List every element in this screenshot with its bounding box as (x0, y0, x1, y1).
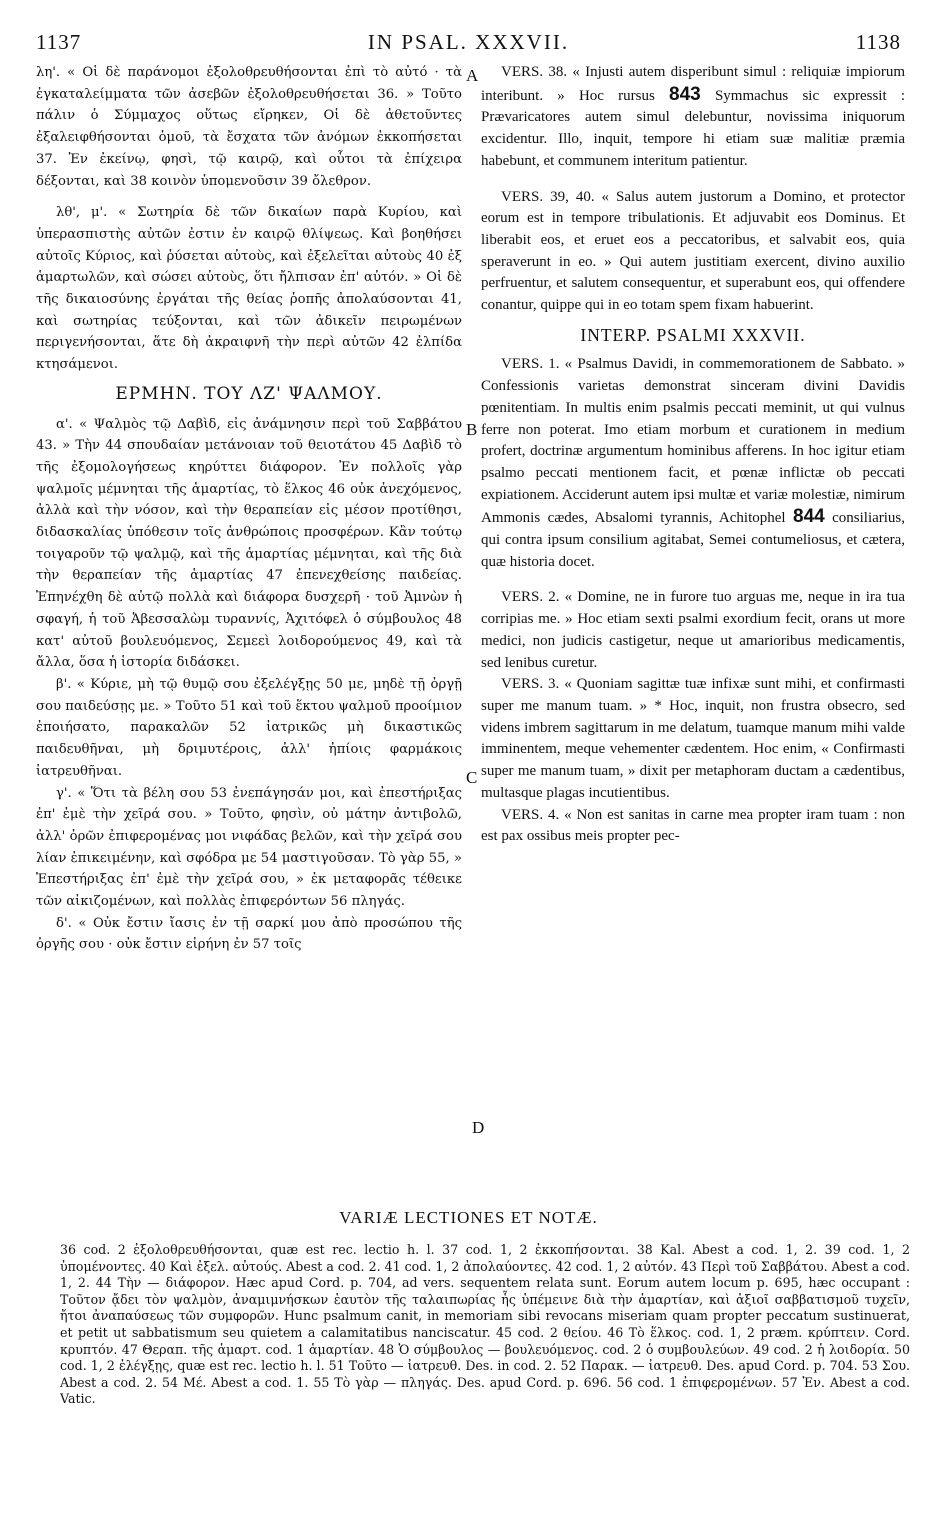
latin-verse-38-text-b: Symmachus sic expressit : Prævaricatores autem simul delebuntur, novissima iniquorum excidentur. Illo, inquit, tempore hi etiam suæ malitiæ præmia habebunt, et communem interitum patientur. (481, 87, 906, 169)
greek-verse-3: γ'. « Ὅτι τὰ βέλη σου 53 ἐνεπάγησάν μοι, καὶ ἐπεστήριξας ἐπ' ἐμὲ τὴν χεῖρά σου. » Τοῦτο, φησὶν, οὐ μάτην ἀντιβολῶ, ἀλλ' ὁρῶν ἐπιφερομένας μοι νιφάδας βελῶν, καὶ τὴν χεῖρά σου λίαν ἐπικειμένην, καὶ σφόδρα με 54 μαστιγοῦσαν. Τὸ γὰρ 55, » Ἐπεστήριξας ἐπ' ἐμὲ τὴν χεῖρά σου, » ἐκ μεταφορᾶς τέθεικε τῶν αἰκιζομένων, καὶ πολλὰς ἐπιφερόντων 56 πληγάς. (36, 785, 462, 910)
greek-verse-38: λη'. « Οἱ δὲ παράνομοι ἐξολοθρευθήσονται ἐπὶ τὸ αὐτό · τὰ ἐγκαταλείμματα τῶν ἀσεβῶν ἐξολοθρευθήσεται 36. » Τοῦτο πάλιν ὁ Σύμμαχος οὕτως εἴρηκεν, Οἱ δὲ ἀθετοῦντες ἐξαλειφθήσονται ὁμοῦ, τὰ ἔσχατα τῶν ἀνόμων ἐκκοπήσεται 37. Ἐν ἐκείνῳ, φησὶ, τῷ καιρῷ, καὶ οὗτοι τὰ ἐπίχειρα δέξονται, καὶ 38 κοινὸν ὑπομενοῦσιν 39 ὄλεθρον. (36, 65, 462, 189)
right-page-number: 1138 (855, 30, 901, 54)
variant-notes (60, 1242, 910, 1408)
latin-verse-4: VERS. 4. « Non est sanitas in carne mea propter iram tuam : non est pax ossibus meis propter pec- (481, 806, 905, 845)
greek-column (36, 62, 462, 956)
margin-letter-b: B (466, 420, 478, 439)
margin-letter-d: D (472, 1118, 485, 1137)
latin-verse-1-text-b: consiliarius, qui contra ipsum consilium agitabat, Semei contumeliosus, et cætera, quæ historia docet. (481, 510, 906, 570)
latin-section-heading: INTERP. PSALMI XXXVII. (580, 324, 806, 345)
latin-verse-38-text-a: VERS. 38. « Injusti autem disperibunt simul : reliquiæ impiorum interibunt. » Hoc rursus (481, 64, 905, 104)
notes-title: VARIÆ LECTIONES ET NOTÆ. (339, 1208, 598, 1227)
latin-verse-39-40: VERS. 39, 40. « Salus autem justorum a Domino, et protector eorum est in tempore tribulationis. Et adjuvabit eos Dominus. Et liberabit eos, et eruet eos a peccatoribus, et salvabit eos, quia speraverunt in eo. » Qui autem justitiam exercent, divino auxilio perfruentur, et salutem consequentur, et superabunt eos, qui offendere conantur, quippe qui in eo totam spem fixam habuerint. (481, 188, 905, 314)
latin-verse-1-text-a: VERS. 1. « Psalmus Davidi, in commemorationem de Sabbato. » Confessionis varietas demonstrat sinceram divini Davidis pœnitentiam. In multis enim psalmis peccati meminit, ut qui vulnus ferre non poterat. Imo etiam morbum et curationem in medium profert, doctrinæ argumentum hominibus afferens. In hoc igitur etiam psalmo peccati mentionem facit, et pœnæ inflictæ ob peccati expiationem. Acciderunt autem ipsi multæ et variæ molestiæ, nimirum Ammonis cædes, Absalomi tyrannis, Achitophel (481, 356, 905, 527)
greek-verse-2: β'. « Κύριε, μὴ τῷ θυμῷ σου ἐξελέγξῃς 50 με, μηδὲ τῇ ὀργῇ σου παιδεύσῃς με. » Τοῦτο 51 καὶ τοῦ ἕκτου ψαλμοῦ προοίμιον ἐποιήσατο, παρακαλῶν 52 ἰατρικῶς μὴ δικαστικῶς παιδευθῆναι, μὴ δριμυτέροις, ἀλλ' ἠπίοις φαρμάκοις ἰατρευθῆναι. (36, 676, 462, 779)
latin-verse-2: VERS. 2. « Domine, ne in furore tuo arguas me, neque in ira tua corripias me. » Hoc etiam sexti psalmi exordium fecit, orans ut more medici, non judicis castigetur, neque ut amarioribus medicamentis, sed lenibus curetur. (481, 589, 905, 671)
running-header (36, 30, 901, 60)
notes-text: 36 cod. 2 ἐξολοθρευθήσονται, quæ est rec. lectio h. l. 37 cod. 1, 2 ἐκκοπήσονται. 38 Kal. Abest a cod. 1, 2. 39 cod. 1, 2 ὑπομένοντες. 40 Καὶ ἐξελ. αὐτούς. Abest a cod. 2. 41 cod. 1, 2 ἀπολαύοντες. 42 cod. 1, 2 αὐτόν. 43 Περὶ τοῦ Σαββάτου. Abest a cod. 1, 2. 44 Τὴν — διάφορον. Hæc apud Cord. p. 704, ad vers. sequentem relata sunt. Eorum autem locum p. 695, hæc occupant : Τοῦτον ᾄδει τὸν ψαλμὸν, ἀναμιμνήσκων ἑαυτὸν τῆς ταλαιπωρίας ἧς ὑπέμεινε διὰ τὴν ἁμαρτίαν, καὶ ἀξιοῖ σαββατισμοῦ τυχεῖν, ἤτοι ἀναπαύσεως τῶν συμφορῶν. Hunc psalmum canit, in memoriam sibi revocans miseriam quam propter peccatum sustinuerat, et petit ut sabbatismum seu quietem a calamitatibus nanciscatur. 45 cod. 2 θείου. 46 Τὸ ἕλκος. cod. 1, 2 præm. κρύπτειν. Cord. κρυπτόν. 47 Θεραπ. τῆς ἁμαρτ. cod. 1 ἁμαρτίαν. 48 Ὁ σύμβουλος — βουλευόμενος. cod. 2 ὁ συμβουλεύων. 49 cod. 2 ἡ λοιδορία. 50 cod. 1, 2 ἐλέγξῃς, quæ est rec. lectio h. l. 51 Τοῦτο — ἰατρευθ. Des. in cod. 2. 52 Παρακ. — ἰατρευθ. Des. apud Cord. p. 704. 53 Σου. Abest a cod. 2. 54 Μέ. Abest a cod. 1. 55 Τὸ γὰρ — πληγάς. Des. apud Cord. p. 696. 56 cod. 1 ἐπιφερομένων. 57 Ἐν. Abest a cod. Vatic. (60, 1242, 910, 1407)
latin-verse-3: VERS. 3. « Quoniam sagittæ tuæ infixæ sunt mihi, et confirmasti super me manum tuam. » * Hoc, inquit, non frustra obsecro, sed videns imbrem sagittarum in me delatum, tuamque manum mihi valde imminentem, meque vehementer cædentem. Hoc enim, « Confirmasti super me manum tuam, » dixit per metaphoram ductam a cædentibus, multasque plagas incutientibus. (481, 676, 905, 801)
running-title: IN PSAL. XXXVII. (367, 30, 570, 54)
left-page-number: 1137 (36, 30, 82, 54)
greek-section-heading: ΕΡΜΗΝ. ΤΟΥ ΛΖ' ΨΑΛΜΟΥ. (115, 383, 383, 404)
latin-column (481, 62, 905, 848)
margin-letter-a: A (466, 66, 479, 85)
latin-verse-38 (481, 62, 905, 173)
column-number-843: 843 (669, 83, 701, 105)
column-number-844: 844 (793, 506, 825, 528)
margin-letter-c: C (466, 768, 478, 787)
greek-verse-4: δ'. « Οὐκ ἔστιν ἴασις ἐν τῇ σαρκί μου ἀπὸ προσώπου τῆς ὀργῆς σου · οὐκ ἔστιν εἰρήνη ἐν 57 τοῖς (36, 915, 462, 953)
greek-verse-1: α'. « Ψαλμὸς τῷ Δαβὶδ, εἰς ἀνάμνησιν περὶ τοῦ Σαββάτου 43. » Τὴν 44 σπουδαίαν μετάνοιαν τοῦ θειοτάτου 45 Δαβὶδ τὸ τῆς ἐξομολογήσεως κηρύττει διάφορον. Ἐν πολλοῖς γὰρ ψαλμοῖς μέμνηται τῆς ἁμαρτίας, τὸ ἕλκος 46 οὐκ ἀνεχόμενος, ἀλλὰ καὶ τὴν νόσον, καὶ τὴν θεραπείαν εἰς μέσον προτίθησι, διδασκαλίας ὑπόθεσιν τοῖς ἀνθρώποις προσφέρων. Κἂν τούτῳ τοιγαροῦν τῷ ψαλμῷ, καὶ τῆς ἁμαρτίας μέμνηται, καὶ τῆς διὰ τὴν θεραπείαν τῆς ἁμαρτίας 47 ἐπενεχθείσης παιδείας. Ἐπηνέχθη δὲ αὐτῷ πολλὰ καὶ διάφορα δυσχερῆ · τοῦ Ἀμνὼν ἡ σφαγή, ἡ τοῦ Ἀβεσσαλὼμ τυραννίς, Ἀχιτόφελ ὁ σύμβουλος 48 κατ' αὐτοῦ βουλευόμενος, Σεμεεὶ λοιδορούμενος 49, καὶ τὰ ἄλλα, ὅσα ἡ ἱστορία διδάσκει. (36, 416, 462, 671)
latin-verse-1 (481, 354, 905, 573)
greek-verse-39-40: λθ', μ'. « Σωτηρία δὲ τῶν δικαίων παρὰ Κυρίου, καὶ ὑπερασπιστὴς αὐτῶν ἐστιν ἐν καιρῷ θλίψεως. Καὶ βοηθήσει αὐτοῖς Κύριος, καὶ ῥύσεται αὐτοὺς, καὶ ἐξελεῖται αὐτοὺς 40 ἐξ ἁμαρτωλῶν, καὶ σώσει αὐτοὺς, ὅτι ἤλπισαν ἐπ' αὐτόν. » Οἱ δὲ τῆς δικαιοσύνης ἐργάται τῆς θείας ῥοπῆς ἀπολαύσονται 41, καὶ σωτηρίας τεύξονται, καὶ τῶν ἀδικεῖν πειρωμένων περιγενήσονται, ἅτε δὴ ἀκραιφνῆ τὴν περὶ αὐτῶν 42 ἐλπίδα κτησάμενοι. (36, 205, 462, 373)
